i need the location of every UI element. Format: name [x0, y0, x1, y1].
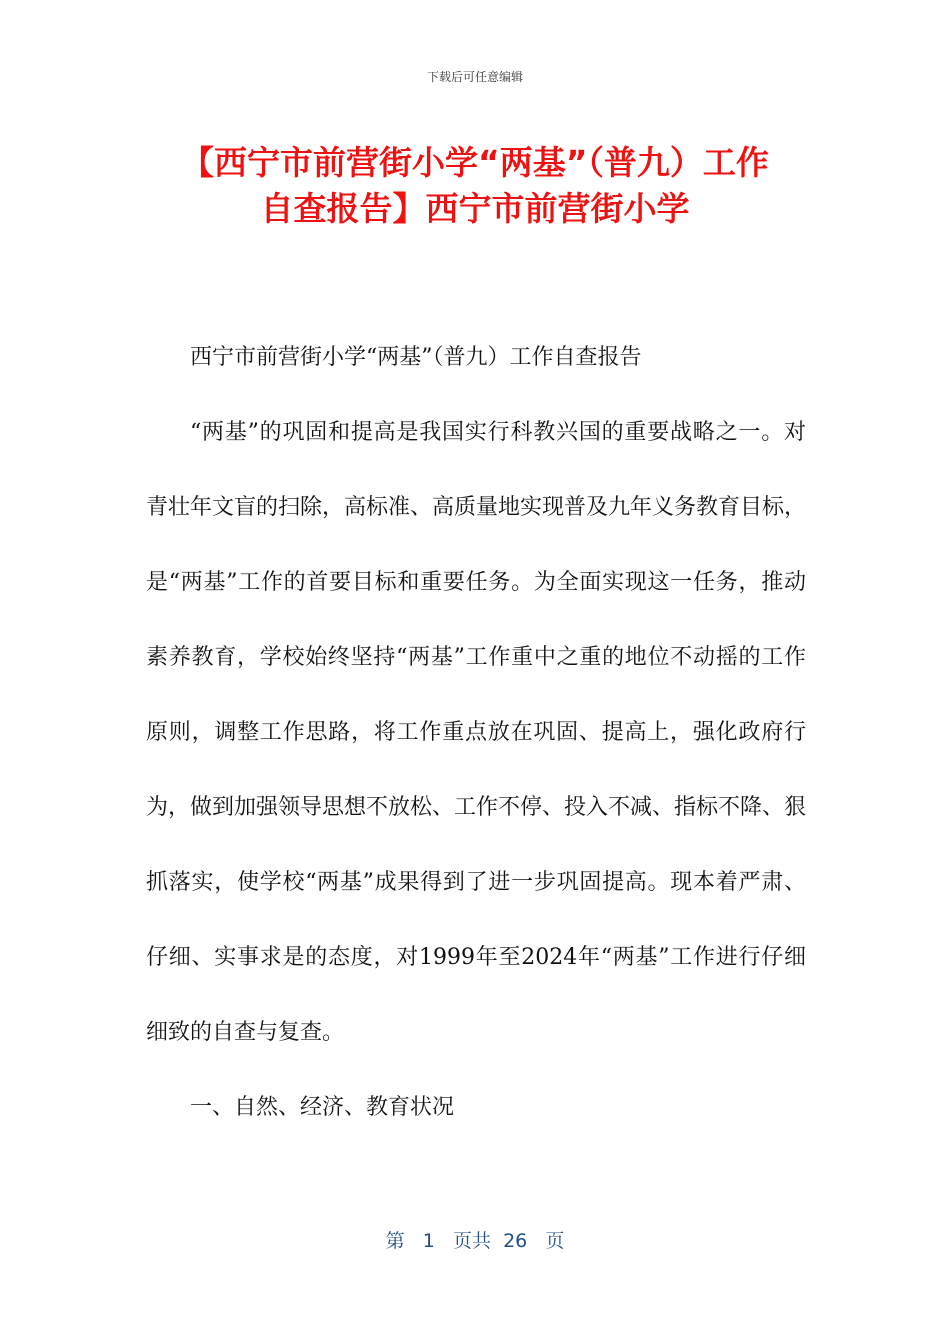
document-title-line-2: 自查报告】西宁市前营街小学	[260, 189, 690, 228]
footer-middle: 页共	[452, 1230, 491, 1252]
header-note: 下载后可任意编辑	[426, 70, 523, 84]
footer-prefix: 第	[385, 1230, 405, 1252]
footer-current-page: 1	[422, 1230, 435, 1252]
footer-total-pages: 26	[503, 1230, 528, 1252]
page-footer	[0, 1226, 950, 1253]
section-heading: 一、自然、经济、教育状况	[190, 1095, 455, 1120]
body-paragraph: “两基”的巩固和提高是我国实行科教兴国的重要战略之一。对青壮年文盲的扫除，高标准、高质量地实现普及九年义务教育目标，是“两基”工作的首要目标和重要任务。为全面实现这一任务，推动素养教育，学校始终坚持“两基”工作重中之重的地位不动摇的工作原则，调整工作思路，将工作重点放在巩固、提高上，强化政府行为，做到加强领导思想不放松、工作不停、投入不减、指标不降、狠抓落实，使学校“两基”成果得到了进一步巩固提高。现本着严肃、仔细、实事求是的态度，对1999年至2024年“两基”工作进行仔细细致的自查与复查。	[146, 420, 807, 1045]
document-title-line-1: 【西宁市前营街小学“两基”（普九）工作	[181, 143, 769, 182]
document-body	[146, 320, 806, 1145]
document-title	[120, 140, 830, 232]
footer-suffix: 页	[545, 1230, 565, 1252]
report-subtitle: 西宁市前营街小学“两基”（普九）工作自查报告	[190, 345, 642, 370]
